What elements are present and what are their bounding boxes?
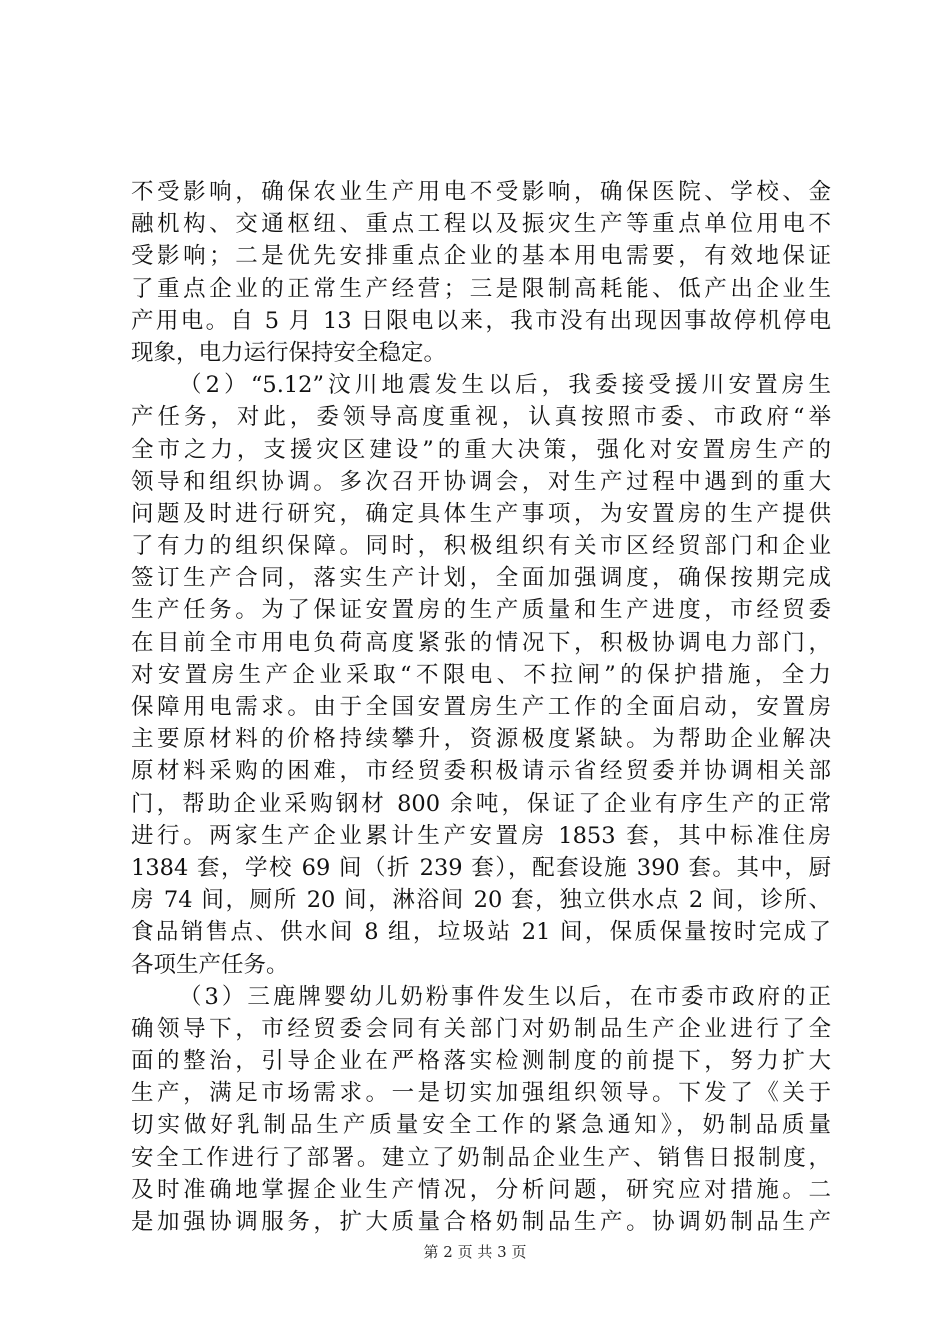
text-line: 门，帮助企业采购钢材 800 余吨，保证了企业有序生产的正常 <box>131 790 831 817</box>
text-line: 产用电。自 5 月 13 日限电以来，我市没有出现因事故停机停电 <box>131 307 831 334</box>
text-line: 主要原材料的价格持续攀升，资源极度紧缺。为帮助企业解决 <box>131 726 831 753</box>
text-line: 各项生产任务。 <box>131 951 289 978</box>
text-line: 房 74 间，厕所 20 间，淋浴间 20 套，独立供水点 2 间，诊所、 <box>131 887 831 914</box>
text-line: 融机构、交通枢纽、重点工程以及振灾生产等重点单位用电不 <box>131 211 831 238</box>
text-line: 生产，满足市场需求。一是切实加强组织领导。下发了《关于 <box>131 1080 831 1107</box>
text-line: 对安置房生产企业采取“不限电、不拉闸”的保护措施，全力 <box>131 661 831 688</box>
text-line: 1384 套，学校 69 间（折 239 套），配套设施 390 套。其中，厨 <box>131 854 831 881</box>
text-line: 原材料采购的困难，市经贸委积极请示省经贸委并协调相关部 <box>131 758 831 785</box>
text-line: 受影响；二是优先安排重点企业的基本用电需要，有效地保证 <box>131 243 831 270</box>
text-line: 全市之力，支援灾区建设”的重大决策，强化对安置房生产的 <box>131 436 831 463</box>
text-line: 确领导下，市经贸委会同有关部门对奶制品生产企业进行了全 <box>131 1015 831 1042</box>
text-line: 产任务，对此，委领导高度重视，认真按照市委、市政府“举 <box>131 404 831 431</box>
body-text <box>131 176 831 1238</box>
text-line: 保障用电需求。由于全国安置房生产工作的全面启动，安置房 <box>131 694 831 720</box>
text-line: 了重点企业的正常生产经营；三是限制高耗能、低产出企业生 <box>131 275 831 302</box>
text-line: 生产任务。为了保证安置房的生产质量和生产进度，市经贸委 <box>131 597 831 624</box>
text-line: 面的整治，引导企业在严格落实检测制度的前提下，努力扩大 <box>131 1048 831 1075</box>
text-line: 现象，电力运行保持安全稳定。 <box>131 339 447 366</box>
text-line: 食品销售点、供水间 8 组，垃圾站 21 间，保质保量按时完成了 <box>131 919 831 946</box>
text-line: 及时准确地掌握企业生产情况，分析问题，研究应对措施。二 <box>131 1176 831 1203</box>
text-line: 进行。两家生产企业累计生产安置房 1853 套，其中标准住房 <box>131 822 831 849</box>
page-footer: 第 2 页 共 3 页 <box>423 1243 527 1261</box>
text-line: 签订生产合同，落实生产计划，全面加强调度，确保按期完成 <box>131 565 831 592</box>
text-line: （2）“5.12”汶川地震发生以后，我委接受援川安置房生 <box>179 372 831 399</box>
text-line: 不受影响，确保农业生产用电不受影响，确保医院、学校、金 <box>131 179 831 205</box>
text-line: 安全工作进行了部署。建立了奶制品企业生产、销售日报制度， <box>131 1144 831 1171</box>
text-line: 切实做好乳制品生产质量安全工作的紧急通知》，奶制品质量 <box>131 1112 831 1139</box>
text-line: 领导和组织协调。多次召开协调会，对生产过程中遇到的重大 <box>131 468 831 495</box>
text-line: （3）三鹿牌婴幼儿奶粉事件发生以后，在市委市政府的正 <box>179 983 831 1010</box>
text-line: 在目前全市用电负荷高度紧张的情况下，积极协调电力部门， <box>131 629 831 656</box>
text-line: 问题及时进行研究，确定具体生产事项，为安置房的生产提供 <box>131 500 831 527</box>
text-line: 了有力的组织保障。同时，积极组织有关市区经贸部门和企业 <box>131 533 831 560</box>
text-line: 是加强协调服务，扩大质量合格奶制品生产。协调奶制品生产 <box>131 1209 831 1235</box>
